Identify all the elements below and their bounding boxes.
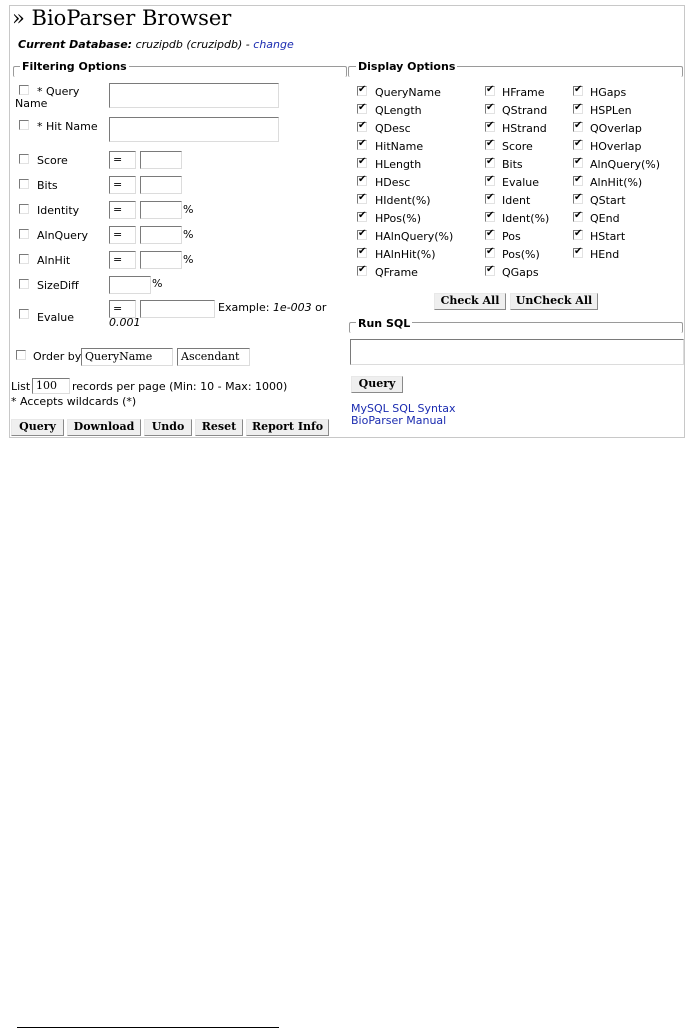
display-checkbox[interactable]	[485, 122, 495, 132]
score-label: Score	[37, 154, 68, 167]
display-checkbox[interactable]	[357, 266, 367, 276]
display-option-label: HOverlap	[590, 140, 642, 153]
display-checkbox[interactable]	[485, 158, 495, 168]
hit-name-input[interactable]	[109, 117, 279, 142]
display-checkbox[interactable]	[485, 266, 495, 276]
display-option-label: Score	[502, 140, 533, 153]
display-option-label: QStart	[590, 194, 626, 207]
alnhit-label: AlnHit	[37, 254, 71, 267]
display-option-label: HStart	[590, 230, 626, 243]
display-checkbox[interactable]	[573, 158, 583, 168]
display-checkbox[interactable]	[357, 140, 367, 150]
display-option-label: QOverlap	[590, 122, 642, 135]
display-checkbox[interactable]	[573, 86, 583, 96]
display-option-label: HEnd	[590, 248, 620, 261]
display-option-label: AlnHit(%)	[590, 176, 643, 189]
display-checkbox[interactable]	[357, 194, 367, 204]
query-name-label-1: * Query	[37, 85, 80, 98]
alnhit-checkbox[interactable]	[19, 254, 29, 264]
alnhit-operator[interactable]: =	[109, 251, 136, 269]
evalue-checkbox[interactable]	[19, 309, 29, 319]
alnhit-value-input[interactable]	[140, 251, 182, 269]
query-name-input[interactable]	[109, 83, 279, 108]
bits-checkbox[interactable]	[19, 179, 29, 189]
sql-legend: Run SQL	[358, 317, 411, 330]
display-checkbox[interactable]	[485, 176, 495, 186]
display-checkbox[interactable]	[573, 122, 583, 132]
display-checkbox[interactable]	[485, 212, 495, 222]
score-checkbox[interactable]	[19, 154, 29, 164]
display-checkbox[interactable]	[573, 230, 583, 240]
sizediff-label: SizeDiff	[37, 279, 79, 292]
download-button[interactable]: Download	[67, 419, 141, 436]
alnquery-percent: %	[183, 228, 194, 241]
filtering-legend: Filtering Options	[22, 60, 127, 73]
display-checkbox[interactable]	[485, 140, 495, 150]
display-option-label: Ident(%)	[502, 212, 550, 225]
display-checkbox[interactable]	[573, 248, 583, 258]
display-option-label: HPos(%)	[375, 212, 422, 225]
check-all-button[interactable]: Check All	[434, 293, 506, 310]
evalue-example-1: 1e-003	[272, 301, 312, 314]
alnquery-operator[interactable]: =	[109, 226, 136, 244]
evalue-example	[218, 302, 326, 314]
display-option-label: QFrame	[375, 266, 418, 279]
display-option-label: QStrand	[502, 104, 548, 117]
list-suffix: records per page (Min: 10 - Max: 1000)	[72, 380, 288, 393]
order-by-checkbox[interactable]	[16, 350, 26, 360]
identity-percent: %	[183, 203, 194, 216]
identity-checkbox[interactable]	[19, 204, 29, 214]
display-option-label: HSPLen	[590, 104, 632, 117]
alnquery-checkbox[interactable]	[19, 229, 29, 239]
query-name-checkbox[interactable]	[19, 85, 29, 95]
display-option-label: Pos	[502, 230, 521, 243]
display-checkbox[interactable]	[573, 176, 583, 186]
evalue-example-2: 0.001	[109, 316, 141, 329]
db-value: cruzipdb (cruzipdb)	[135, 38, 243, 51]
evalue-value-input[interactable]	[140, 300, 215, 318]
sizediff-checkbox[interactable]	[19, 279, 29, 289]
hit-name-label: * Hit Name	[37, 120, 98, 133]
display-option-label: HLength	[375, 158, 422, 171]
reset-button[interactable]: Reset	[195, 419, 243, 436]
identity-label: Identity	[37, 204, 80, 217]
display-legend: Display Options	[358, 60, 456, 73]
list-prefix: List	[11, 380, 31, 393]
display-option-label: HAlnQuery(%)	[375, 230, 454, 243]
display-checkbox[interactable]	[485, 104, 495, 114]
identity-operator[interactable]: =	[109, 201, 136, 219]
records-per-page-input[interactable]: 100	[32, 378, 70, 394]
display-checkbox[interactable]	[485, 194, 495, 204]
db-label: Current Database:	[18, 38, 133, 51]
display-option-label: HFrame	[502, 86, 545, 99]
display-option-label: Pos(%)	[502, 248, 540, 261]
evalue-example-or: or	[315, 301, 327, 314]
footer-rule	[17, 1027, 279, 1028]
evalue-example-prefix: Example:	[218, 301, 270, 314]
display-checkbox[interactable]	[357, 212, 367, 222]
alnhit-percent: %	[183, 253, 194, 266]
evalue-operator[interactable]: =	[109, 300, 136, 318]
bits-value-input[interactable]	[140, 176, 182, 194]
alnquery-value-input[interactable]	[140, 226, 182, 244]
display-checkbox[interactable]	[357, 176, 367, 186]
display-checkbox[interactable]	[357, 104, 367, 114]
display-checkbox[interactable]	[573, 140, 583, 150]
display-checkbox[interactable]	[485, 86, 495, 96]
display-checkbox[interactable]	[357, 158, 367, 168]
display-checkbox[interactable]	[485, 248, 495, 258]
display-option-label: QDesc	[375, 122, 411, 135]
order-by-label: Order by	[33, 350, 82, 363]
bits-label: Bits	[37, 179, 58, 192]
sizediff-value-input[interactable]	[109, 276, 151, 294]
score-operator[interactable]: =	[109, 151, 136, 169]
alnquery-label: AlnQuery	[37, 229, 88, 242]
query-button[interactable]: Query	[11, 419, 64, 436]
page-title: » BioParser Browser	[12, 6, 232, 30]
display-option-label: QLength	[375, 104, 422, 117]
wildcards-note: * Accepts wildcards (*)	[11, 395, 137, 408]
display-checkbox[interactable]	[485, 230, 495, 240]
order-by-direction-select[interactable]: Ascendant	[177, 348, 250, 366]
display-checkbox[interactable]	[573, 104, 583, 114]
evalue-label: Evalue	[37, 311, 74, 324]
display-option-label: Ident	[502, 194, 531, 207]
display-checkbox[interactable]	[357, 86, 367, 96]
current-database-line	[18, 38, 294, 51]
change-db-link[interactable]: change	[253, 38, 294, 51]
bioparser-manual-link[interactable]: BioParser Manual	[351, 414, 447, 427]
display-option-label: AlnQuery(%)	[590, 158, 661, 171]
display-option-label: HGaps	[590, 86, 627, 99]
hit-name-checkbox[interactable]	[19, 120, 29, 130]
undo-button[interactable]: Undo	[144, 419, 192, 436]
mysql-syntax-link[interactable]: MySQL SQL Syntax	[351, 402, 456, 415]
display-option-label: HIdent(%)	[375, 194, 431, 207]
report-info-button[interactable]: Report Info	[246, 419, 329, 436]
display-option-label: QueryName	[375, 86, 441, 99]
order-by-field-select[interactable]: QueryName	[81, 348, 173, 366]
display-option-label: HStrand	[502, 122, 547, 135]
display-option-label: HDesc	[375, 176, 411, 189]
display-checkbox[interactable]	[357, 248, 367, 258]
display-option-label: QGaps	[502, 266, 539, 279]
query-name-label-2: Name	[15, 97, 48, 110]
db-sep: -	[245, 38, 250, 51]
display-checkbox[interactable]	[357, 230, 367, 240]
display-option-label: Evalue	[502, 176, 539, 189]
display-option-label: HAlnHit(%)	[375, 248, 436, 261]
display-option-label: QEnd	[590, 212, 620, 225]
display-option-label: HitName	[375, 140, 424, 153]
display-checkbox[interactable]	[573, 194, 583, 204]
sql-input[interactable]	[350, 339, 684, 365]
sizediff-percent: %	[152, 277, 163, 290]
sql-query-button[interactable]: Query	[351, 376, 403, 393]
identity-value-input[interactable]	[140, 201, 182, 219]
display-checkbox[interactable]	[357, 122, 367, 132]
display-checkbox[interactable]	[573, 212, 583, 222]
bits-operator[interactable]: =	[109, 176, 136, 194]
score-value-input[interactable]	[140, 151, 182, 169]
uncheck-all-button[interactable]: UnCheck All	[510, 293, 598, 310]
display-option-label: Bits	[502, 158, 523, 171]
